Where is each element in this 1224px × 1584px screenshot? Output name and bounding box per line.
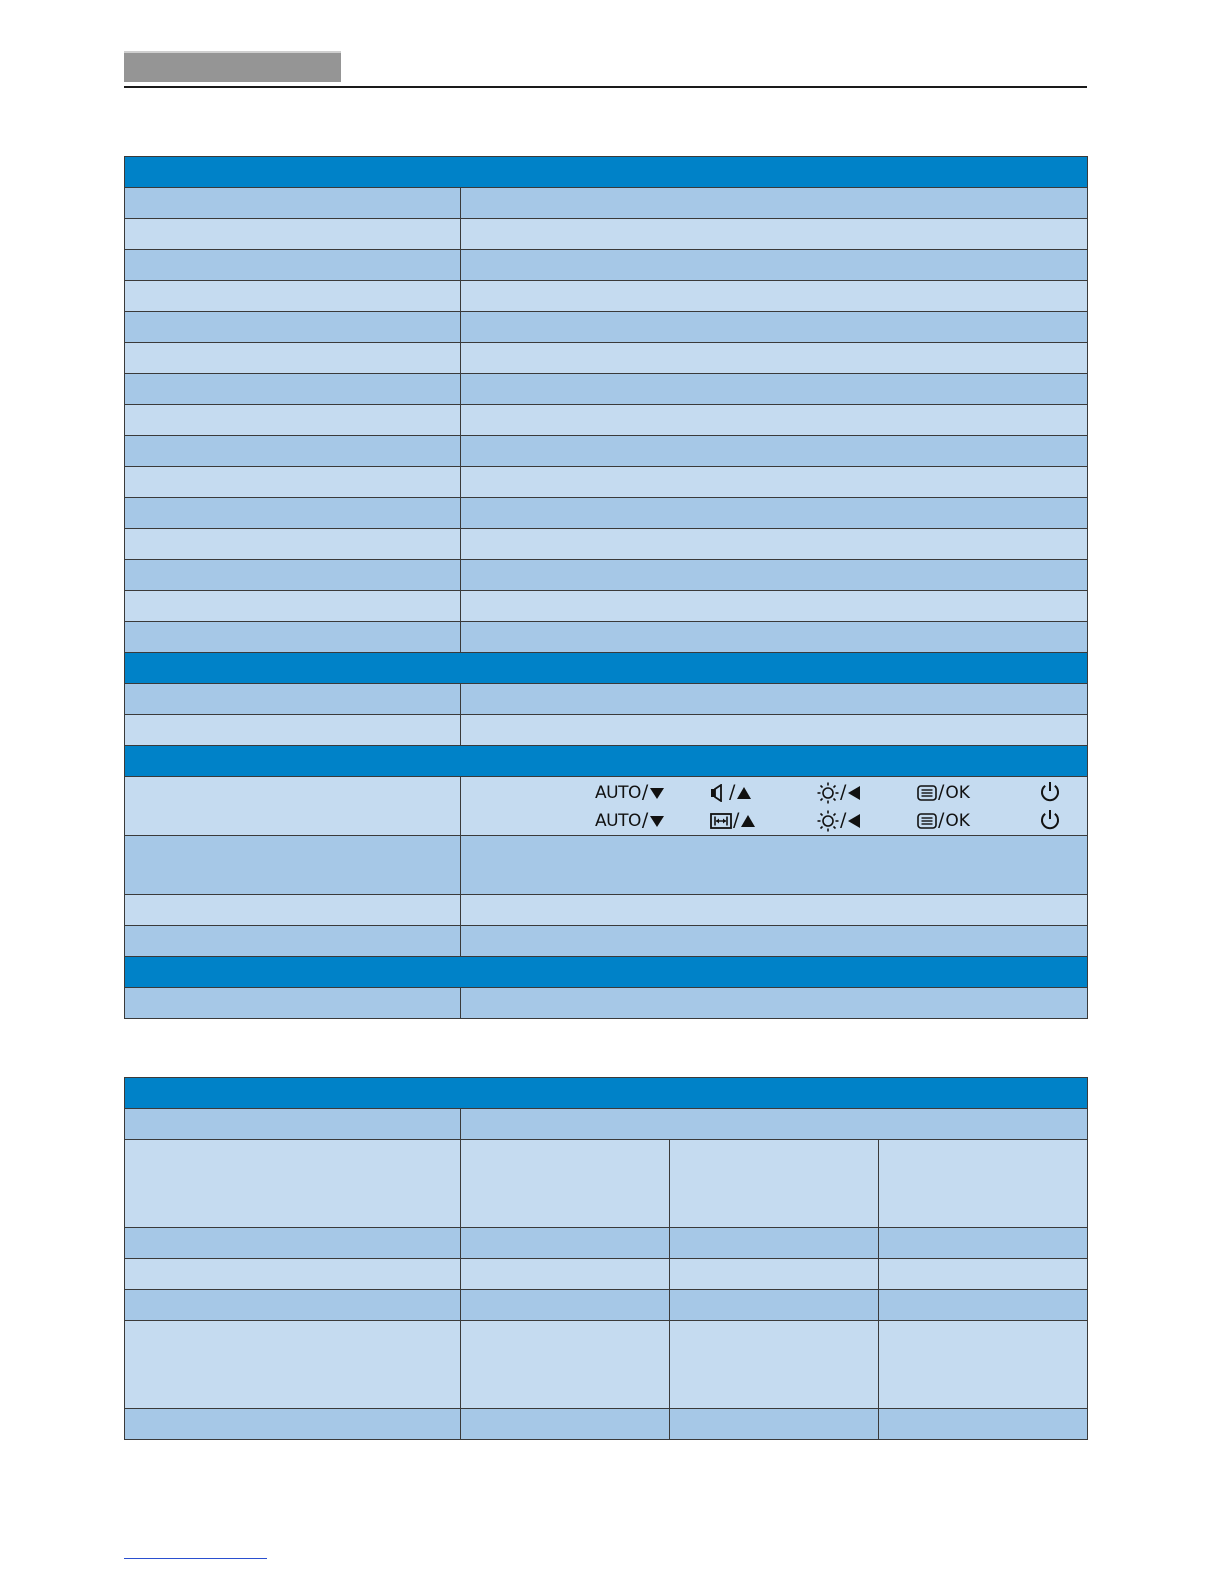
slash: /: [840, 781, 847, 803]
slash: /: [641, 809, 649, 831]
left-triangle-icon: [847, 785, 861, 801]
table-row: [125, 498, 1088, 529]
aspect-up-control: [710, 808, 756, 832]
table-row: [125, 312, 1088, 343]
aspect-ratio-icon: [710, 813, 732, 829]
auto-down-control: [595, 808, 665, 832]
controls-row: [125, 777, 1088, 836]
auto-down-control: [595, 780, 665, 804]
header-rule: [124, 86, 1087, 88]
controls-row-1: [461, 780, 1088, 804]
down-triangle-icon: [649, 786, 665, 800]
table-row: [125, 436, 1088, 467]
table-row: [125, 219, 1088, 250]
table-row: [125, 1259, 1088, 1290]
slash: /: [938, 809, 945, 831]
power-icon: [1039, 809, 1061, 831]
table-row: [125, 622, 1088, 653]
slash: /: [729, 781, 736, 803]
brightness-left-control: [817, 808, 861, 832]
table-row: [125, 1321, 1088, 1409]
section-header: [125, 157, 1088, 188]
power-control: [1039, 808, 1061, 832]
table-row: [125, 988, 1088, 1019]
header-tab: [124, 51, 341, 82]
volume-up-control: [710, 780, 752, 804]
ok-label: OK: [945, 783, 970, 803]
slash: /: [733, 809, 740, 831]
slash: /: [641, 781, 649, 803]
brightness-sun-icon: [817, 810, 839, 832]
table-row: [125, 895, 1088, 926]
up-triangle-icon: [740, 814, 756, 828]
brightness-left-control: [817, 780, 861, 804]
table-row: [125, 467, 1088, 498]
menu-ok-control: [917, 780, 970, 804]
up-triangle-icon: [736, 786, 752, 800]
auto-label: AUTO: [595, 811, 641, 831]
menu-icon: [917, 785, 937, 801]
table-row: [125, 188, 1088, 219]
table-row: [125, 836, 1088, 895]
slash: /: [840, 809, 847, 831]
section-header: [125, 1078, 1088, 1109]
brightness-sun-icon: [817, 782, 839, 804]
table-row: [125, 343, 1088, 374]
speaker-icon: [710, 784, 728, 802]
controls-cell: [461, 777, 1088, 836]
table-row: [125, 560, 1088, 591]
table-row: [125, 250, 1088, 281]
menu-icon: [917, 813, 937, 829]
table-row: [125, 591, 1088, 622]
table-row: [125, 1109, 1088, 1140]
table-row: [125, 374, 1088, 405]
slash: /: [938, 781, 945, 803]
power-icon: [1039, 781, 1061, 803]
footer-link-underline: [124, 1558, 267, 1559]
table-row: [125, 715, 1088, 746]
spec-table-1: [124, 156, 1088, 1019]
table-row: [125, 684, 1088, 715]
table-row: [125, 1290, 1088, 1321]
table-row: [125, 529, 1088, 560]
ok-label: OK: [945, 811, 970, 831]
table-row: [125, 1228, 1088, 1259]
spec-table-2: [124, 1077, 1088, 1440]
table-row: [125, 1140, 1088, 1228]
left-triangle-icon: [847, 813, 861, 829]
table-row: [125, 926, 1088, 957]
auto-label: AUTO: [595, 783, 641, 803]
section-header: [125, 746, 1088, 777]
section-header: [125, 957, 1088, 988]
table-row: [125, 405, 1088, 436]
power-control: [1039, 780, 1061, 804]
down-triangle-icon: [649, 814, 665, 828]
table-row: [125, 281, 1088, 312]
controls-row-2: [461, 808, 1088, 832]
section-header: [125, 653, 1088, 684]
menu-ok-control: [917, 808, 970, 832]
table-row: [125, 1409, 1088, 1440]
